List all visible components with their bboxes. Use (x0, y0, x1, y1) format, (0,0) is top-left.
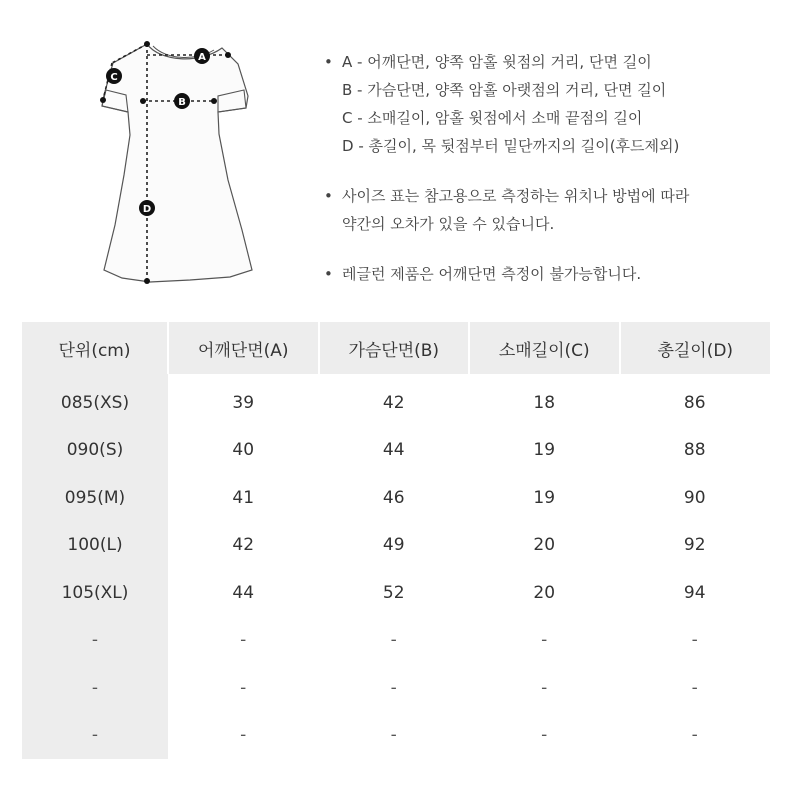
length-value: 92 (683, 535, 706, 556)
svg-text:A: A (198, 52, 206, 63)
chest-value: - (390, 677, 397, 698)
definition-list (322, 48, 782, 160)
table-row (22, 617, 770, 665)
shoulder-value: - (240, 725, 247, 746)
chest-value: - (390, 630, 397, 651)
chest-value: - (390, 725, 397, 746)
size-label: - (22, 664, 168, 712)
size-label: 105(XL) (22, 569, 168, 617)
svg-text:B: B (178, 97, 186, 108)
sleeve-value: - (541, 630, 548, 651)
shoulder-value: 42 (232, 535, 255, 556)
length-value: 90 (683, 487, 706, 508)
table-row (22, 664, 770, 712)
shoulder-value: 39 (232, 392, 255, 413)
header-chest: 가슴단면(B) (319, 322, 470, 374)
table-row (22, 522, 770, 570)
length-value: - (691, 725, 698, 746)
table-row (22, 374, 770, 427)
header-sleeve: 소매길이(C) (469, 322, 620, 374)
raglan-note (322, 260, 782, 288)
disclaimer-line-2: 약간의 오차가 있을 수 있습니다. (342, 215, 555, 233)
measurement-notes (322, 48, 782, 310)
chest-value: 42 (382, 392, 405, 413)
shoulder-value: 44 (232, 582, 255, 603)
definition-c: C - 소매길이, 암홀 윗점에서 소매 끝점의 길이 (342, 109, 643, 127)
header-shoulder: 어깨단면(A) (168, 322, 319, 374)
length-value: - (691, 677, 698, 698)
bullet-icon: • (324, 187, 333, 205)
sleeve-value: - (541, 677, 548, 698)
header-unit: 단위(cm) (22, 322, 168, 374)
size-label: 090(S) (22, 427, 168, 475)
table-row (22, 712, 770, 760)
sleeve-value: - (541, 725, 548, 746)
shoulder-value: 41 (232, 487, 255, 508)
definition-a: • A - 어깨단면, 양쪽 암홀 윗점의 거리, 단면 길이 (322, 48, 782, 76)
table-row (22, 569, 770, 617)
dress-measurement-diagram (90, 30, 270, 290)
label-d-badge (139, 200, 155, 216)
disclaimer (322, 182, 782, 238)
length-value: 94 (683, 582, 706, 603)
raglan-note-text: 레글런 제품은 어깨단면 측정이 불가능합니다. (342, 265, 642, 283)
label-c-badge (106, 68, 122, 84)
length-value: - (691, 630, 698, 651)
sleeve-value: 20 (533, 535, 556, 556)
definition-d: D - 총길이, 목 뒷점부터 밑단까지의 길이(후드제외) (342, 137, 680, 155)
shoulder-value: - (240, 630, 247, 651)
chest-value: 46 (382, 487, 405, 508)
chest-value: 52 (382, 582, 405, 603)
size-table (22, 322, 770, 759)
size-label: 095(M) (22, 474, 168, 522)
table-row (22, 474, 770, 522)
size-label: - (22, 617, 168, 665)
sleeve-value: 20 (533, 582, 556, 603)
label-b-badge (174, 93, 190, 109)
size-label: - (22, 712, 168, 760)
definition-b: B - 가슴단면, 양쪽 암홀 아랫점의 거리, 단면 길이 (342, 81, 667, 99)
svg-text:D: D (142, 204, 152, 215)
dress-outline-illustration (90, 30, 270, 290)
shoulder-value: 40 (232, 440, 255, 461)
chest-value: 49 (382, 535, 405, 556)
length-value: 88 (683, 440, 706, 461)
bullet-icon: • (324, 265, 333, 283)
sleeve-value: 18 (533, 392, 556, 413)
size-table-header (22, 322, 770, 374)
sleeve-value: 19 (533, 487, 556, 508)
header-length: 총길이(D) (620, 322, 771, 374)
svg-text:C: C (110, 72, 118, 83)
bullet-icon: • (324, 53, 333, 71)
size-label: 085(XS) (22, 374, 168, 427)
disclaimer-line-1: 사이즈 표는 참고용으로 측정하는 위치나 방법에 따라 (342, 187, 690, 205)
chest-value: 44 (382, 440, 405, 461)
shoulder-value: - (240, 677, 247, 698)
size-label: 100(L) (22, 522, 168, 570)
sleeve-value: 19 (533, 440, 556, 461)
table-row (22, 427, 770, 475)
length-value: 86 (683, 392, 706, 413)
label-a-badge (194, 48, 210, 64)
